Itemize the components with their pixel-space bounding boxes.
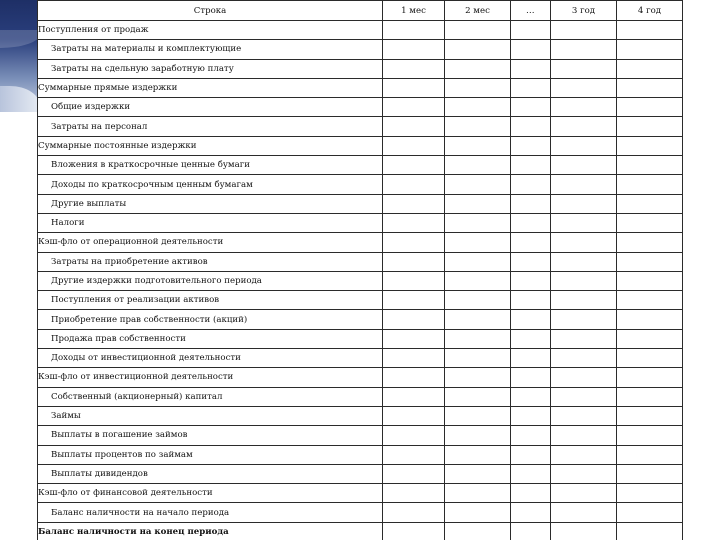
value-cell[interactable] [383,117,445,136]
row-label: Выплаты процентов по займам [38,445,383,464]
table-row [38,213,683,232]
value-cell[interactable] [617,136,683,155]
value-cell[interactable] [511,310,551,329]
table-row [38,21,683,40]
row-label: Баланс наличности на начало периода [38,503,383,522]
value-cell[interactable] [511,368,551,387]
value-cell[interactable] [551,175,617,194]
cash-flow-table [37,0,683,540]
value-cell[interactable] [511,21,551,40]
value-cell[interactable] [445,194,511,213]
value-cell[interactable] [383,40,445,59]
value-cell[interactable] [617,349,683,368]
value-cell[interactable] [383,522,445,540]
table-row [38,40,683,59]
value-cell[interactable] [511,503,551,522]
value-cell[interactable] [511,98,551,117]
row-label: Другие издержки подготовительного периода [38,271,383,290]
value-cell[interactable] [383,252,445,271]
value-cell[interactable] [511,271,551,290]
value-cell[interactable] [445,233,511,252]
row-label: Вложения в краткосрочные ценные бумаги [38,156,383,175]
value-cell[interactable] [511,406,551,425]
value-cell[interactable] [445,387,511,406]
row-label: Собственный (акционерный) капитал [38,387,383,406]
value-cell[interactable] [617,98,683,117]
table-row [38,233,683,252]
table-row [38,310,683,329]
value-cell[interactable] [551,98,617,117]
value-cell[interactable] [551,426,617,445]
table-row [38,175,683,194]
value-cell[interactable] [511,329,551,348]
value-cell[interactable] [511,426,551,445]
value-cell[interactable] [511,291,551,310]
table-row [38,503,683,522]
row-label: Кэш-фло от инвестиционной деятельности [38,368,383,387]
value-cell[interactable] [551,387,617,406]
value-cell[interactable] [551,484,617,503]
value-cell[interactable] [445,291,511,310]
value-cell[interactable] [617,40,683,59]
row-label: Поступления от продаж [38,21,383,40]
value-cell[interactable] [617,291,683,310]
value-cell[interactable] [383,98,445,117]
value-cell[interactable] [617,117,683,136]
row-label: Продажа прав собственности [38,329,383,348]
row-label: Займы [38,406,383,425]
value-cell[interactable] [551,59,617,78]
value-cell[interactable] [511,387,551,406]
table-row [38,252,683,271]
value-cell[interactable] [511,156,551,175]
value-cell[interactable] [383,233,445,252]
value-cell[interactable] [617,175,683,194]
value-cell[interactable] [551,271,617,290]
value-cell[interactable] [383,78,445,97]
background-swoosh [0,86,40,112]
value-cell[interactable] [383,21,445,40]
value-cell[interactable] [445,349,511,368]
table-row [38,271,683,290]
value-cell[interactable] [383,136,445,155]
value-cell[interactable] [511,175,551,194]
slide-background-decoration [0,0,40,112]
value-cell[interactable] [617,194,683,213]
table-row [38,484,683,503]
value-cell[interactable] [617,213,683,232]
value-cell[interactable] [551,368,617,387]
row-label: Доходы по краткосрочным ценным бумагам [38,175,383,194]
value-cell[interactable] [445,406,511,425]
header-year-3: 3 год [551,1,617,21]
value-cell[interactable] [551,503,617,522]
value-cell[interactable] [551,136,617,155]
table-row [38,445,683,464]
value-cell[interactable] [551,252,617,271]
row-label: Доходы от инвестиционной деятельности [38,349,383,368]
value-cell[interactable] [383,445,445,464]
value-cell[interactable] [383,464,445,483]
row-label: Суммарные постоянные издержки [38,136,383,155]
value-cell[interactable] [551,194,617,213]
table-row [38,78,683,97]
header-month-2: 2 мес [445,1,511,21]
value-cell[interactable] [445,136,511,155]
table-row [38,98,683,117]
value-cell[interactable] [445,98,511,117]
value-cell[interactable] [511,252,551,271]
value-cell[interactable] [551,522,617,540]
value-cell[interactable] [551,329,617,348]
value-cell[interactable] [551,406,617,425]
value-cell[interactable] [511,349,551,368]
table-header-row [38,1,683,21]
value-cell[interactable] [617,310,683,329]
table-row [38,117,683,136]
value-cell[interactable] [445,252,511,271]
value-cell[interactable] [551,445,617,464]
value-cell[interactable] [617,445,683,464]
value-cell[interactable] [617,329,683,348]
value-cell[interactable] [383,271,445,290]
value-cell[interactable] [617,426,683,445]
header-row-label: Строка [38,1,383,21]
table-row [38,156,683,175]
value-cell[interactable] [511,233,551,252]
value-cell[interactable] [551,213,617,232]
value-cell[interactable] [445,368,511,387]
value-cell[interactable] [445,426,511,445]
row-label: Затраты на приобретение активов [38,252,383,271]
value-cell[interactable] [617,406,683,425]
value-cell[interactable] [383,291,445,310]
value-cell[interactable] [551,464,617,483]
value-cell[interactable] [445,175,511,194]
row-label: Кэш-фло от финансовой деятельности [38,484,383,503]
value-cell[interactable] [383,503,445,522]
value-cell[interactable] [617,156,683,175]
value-cell[interactable] [511,59,551,78]
table-row [38,387,683,406]
value-cell[interactable] [551,310,617,329]
value-cell[interactable] [383,329,445,348]
table-row [38,329,683,348]
value-cell[interactable] [445,156,511,175]
value-cell[interactable] [445,213,511,232]
value-cell[interactable] [383,156,445,175]
value-cell[interactable] [445,329,511,348]
value-cell[interactable] [445,59,511,78]
value-cell[interactable] [617,464,683,483]
value-cell[interactable] [445,445,511,464]
value-cell[interactable] [383,310,445,329]
value-cell[interactable] [383,387,445,406]
value-cell[interactable] [617,484,683,503]
row-label: Затраты на сдельную заработную плату [38,59,383,78]
value-cell[interactable] [551,291,617,310]
value-cell[interactable] [551,21,617,40]
value-cell[interactable] [383,368,445,387]
row-label: Общие издержки [38,98,383,117]
value-cell[interactable] [511,445,551,464]
value-cell[interactable] [551,349,617,368]
row-label: Суммарные прямые издержки [38,78,383,97]
value-cell[interactable] [617,252,683,271]
value-cell[interactable] [551,40,617,59]
value-cell[interactable] [511,213,551,232]
value-cell[interactable] [445,503,511,522]
value-cell[interactable] [617,522,683,540]
value-cell[interactable] [511,464,551,483]
row-label: Поступления от реализации активов [38,291,383,310]
row-label: Выплаты дивидендов [38,464,383,483]
value-cell[interactable] [445,117,511,136]
value-cell[interactable] [445,271,511,290]
value-cell[interactable] [617,271,683,290]
value-cell[interactable] [445,464,511,483]
header-year-4: 4 год [617,1,683,21]
row-label: Налоги [38,213,383,232]
table-row [38,464,683,483]
value-cell[interactable] [617,387,683,406]
value-cell[interactable] [383,406,445,425]
row-label: Затраты на персонал [38,117,383,136]
value-cell[interactable] [445,21,511,40]
row-label: Баланс наличности на конец периода [38,522,383,540]
value-cell[interactable] [445,522,511,540]
background-highlight [0,30,40,48]
table-body [38,21,683,540]
value-cell[interactable] [383,175,445,194]
value-cell[interactable] [617,503,683,522]
value-cell[interactable] [383,213,445,232]
value-cell[interactable] [445,310,511,329]
value-cell[interactable] [445,484,511,503]
row-label: Кэш-фло от операционной деятельности [38,233,383,252]
value-cell[interactable] [511,194,551,213]
value-cell[interactable] [445,78,511,97]
value-cell[interactable] [551,156,617,175]
value-cell[interactable] [511,136,551,155]
header-month-1: 1 мес [383,1,445,21]
value-cell[interactable] [511,522,551,540]
value-cell[interactable] [383,426,445,445]
table-row [38,522,683,540]
value-cell[interactable] [383,349,445,368]
value-cell[interactable] [383,484,445,503]
value-cell[interactable] [511,117,551,136]
value-cell[interactable] [511,40,551,59]
table-row [38,194,683,213]
table-row [38,406,683,425]
table-row [38,368,683,387]
value-cell[interactable] [383,59,445,78]
row-label: Приобретение прав собственности (акций) [38,310,383,329]
table-row [38,59,683,78]
table-row [38,349,683,368]
value-cell[interactable] [511,484,551,503]
value-cell[interactable] [551,233,617,252]
table-row [38,136,683,155]
value-cell[interactable] [511,78,551,97]
value-cell[interactable] [551,117,617,136]
value-cell[interactable] [383,194,445,213]
value-cell[interactable] [617,59,683,78]
value-cell[interactable] [617,233,683,252]
row-label: Другие выплаты [38,194,383,213]
value-cell[interactable] [617,78,683,97]
row-label: Затраты на материалы и комплектующие [38,40,383,59]
value-cell[interactable] [445,40,511,59]
table-row [38,426,683,445]
table-row [38,291,683,310]
value-cell[interactable] [617,21,683,40]
header-ellipsis: … [511,1,551,21]
value-cell[interactable] [617,368,683,387]
value-cell[interactable] [551,78,617,97]
row-label: Выплаты в погашение займов [38,426,383,445]
